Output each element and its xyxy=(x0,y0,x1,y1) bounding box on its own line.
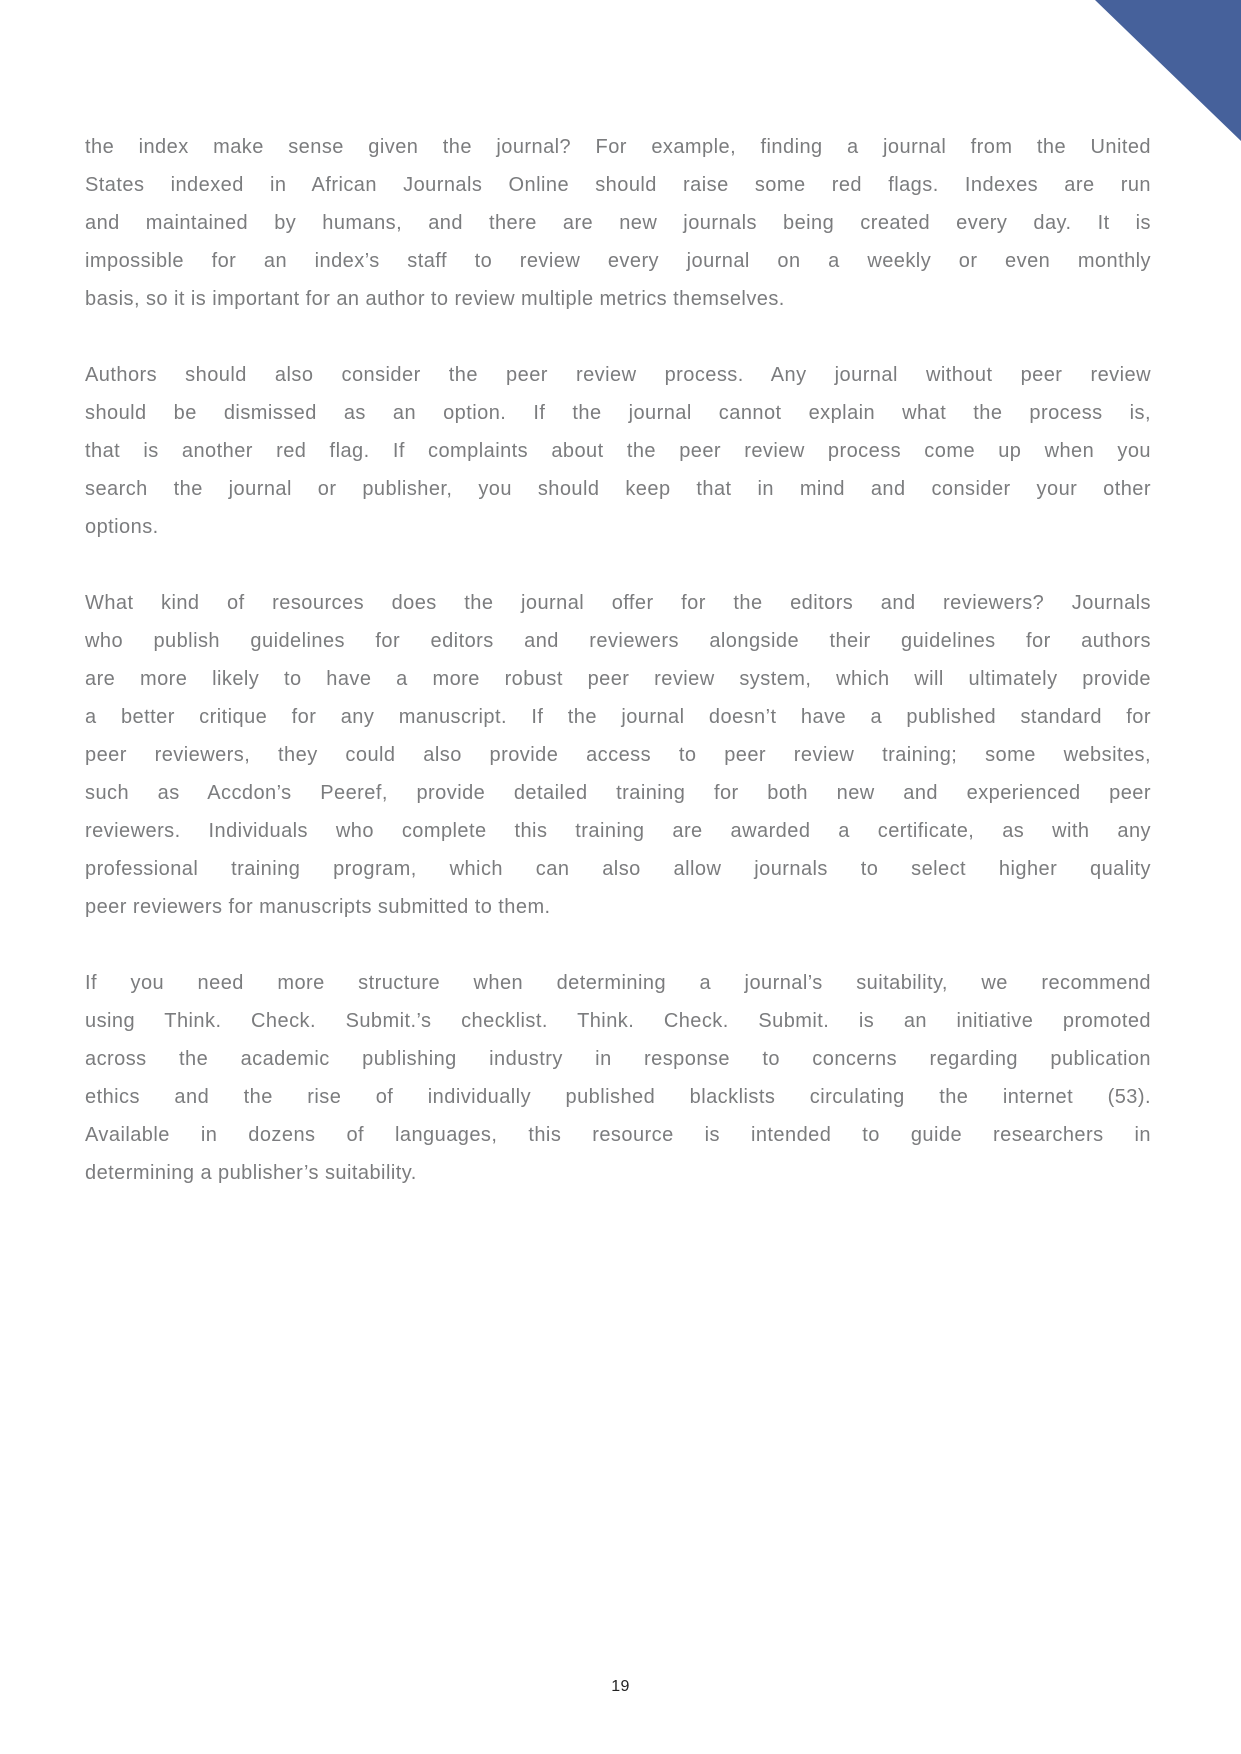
text-line: options. xyxy=(85,516,159,538)
text-line: If you need more structure when determining a journal’s suitability, we recommend xyxy=(85,972,1151,994)
page-body xyxy=(85,128,1151,1230)
text-line: States indexed in African Journals Online should raise some red flags. Indexes are run xyxy=(85,174,1151,196)
page-number: 19 xyxy=(611,1678,630,1695)
text-line: are more likely to have a more robust peer review system, which will ultimately provide xyxy=(85,668,1151,690)
text-line: across the academic publishing industry in response to concerns regarding publication xyxy=(85,1048,1151,1070)
text-line: that is another red flag. If complaints about the peer review process come up when you xyxy=(85,440,1151,462)
text-line: reviewers. Individuals who complete this training are awarded a certificate, as with any xyxy=(85,820,1151,842)
paragraph xyxy=(85,584,1151,926)
text-line: and maintained by humans, and there are new journals being created every day. It is xyxy=(85,212,1151,234)
text-line: such as Accdon’s Peeref, provide detailed training for both new and experienced peer xyxy=(85,782,1151,804)
text-line: professional training program, which can also allow journals to select higher quality xyxy=(85,858,1151,880)
text-line: basis, so it is important for an author to review multiple metrics themselves. xyxy=(85,288,785,310)
paragraph xyxy=(85,964,1151,1192)
paragraph xyxy=(85,356,1151,546)
text-line: What kind of resources does the journal offer for the editors and reviewers? Journals xyxy=(85,592,1151,614)
text-line: Authors should also consider the peer review process. Any journal without peer review xyxy=(85,364,1151,386)
text-line: Available in dozens of languages, this resource is intended to guide researchers in xyxy=(85,1124,1151,1146)
text-line: determining a publisher’s suitability. xyxy=(85,1162,417,1184)
paragraph xyxy=(85,128,1151,318)
corner-triangle-decoration xyxy=(1095,0,1241,141)
text-line: search the journal or publisher, you should keep that in mind and consider your other xyxy=(85,478,1151,500)
text-line: impossible for an index’s staff to review every journal on a weekly or even monthly xyxy=(85,250,1151,272)
text-line: ethics and the rise of individually published blacklists circulating the internet (53). xyxy=(85,1086,1151,1108)
text-line: peer reviewers, they could also provide access to peer review training; some websites, xyxy=(85,744,1151,766)
text-line: using Think. Check. Submit.’s checklist. Think. Check. Submit. is an initiative promoted xyxy=(85,1010,1151,1032)
text-line: peer reviewers for manuscripts submitted to them. xyxy=(85,896,551,918)
text-line: a better critique for any manuscript. If the journal doesn’t have a published standard for xyxy=(85,706,1151,728)
text-line: who publish guidelines for editors and reviewers alongside their guidelines for authors xyxy=(85,630,1151,652)
text-line: should be dismissed as an option. If the journal cannot explain what the process is, xyxy=(85,402,1151,424)
text-line: the index make sense given the journal? For example, finding a journal from the United xyxy=(85,136,1151,158)
